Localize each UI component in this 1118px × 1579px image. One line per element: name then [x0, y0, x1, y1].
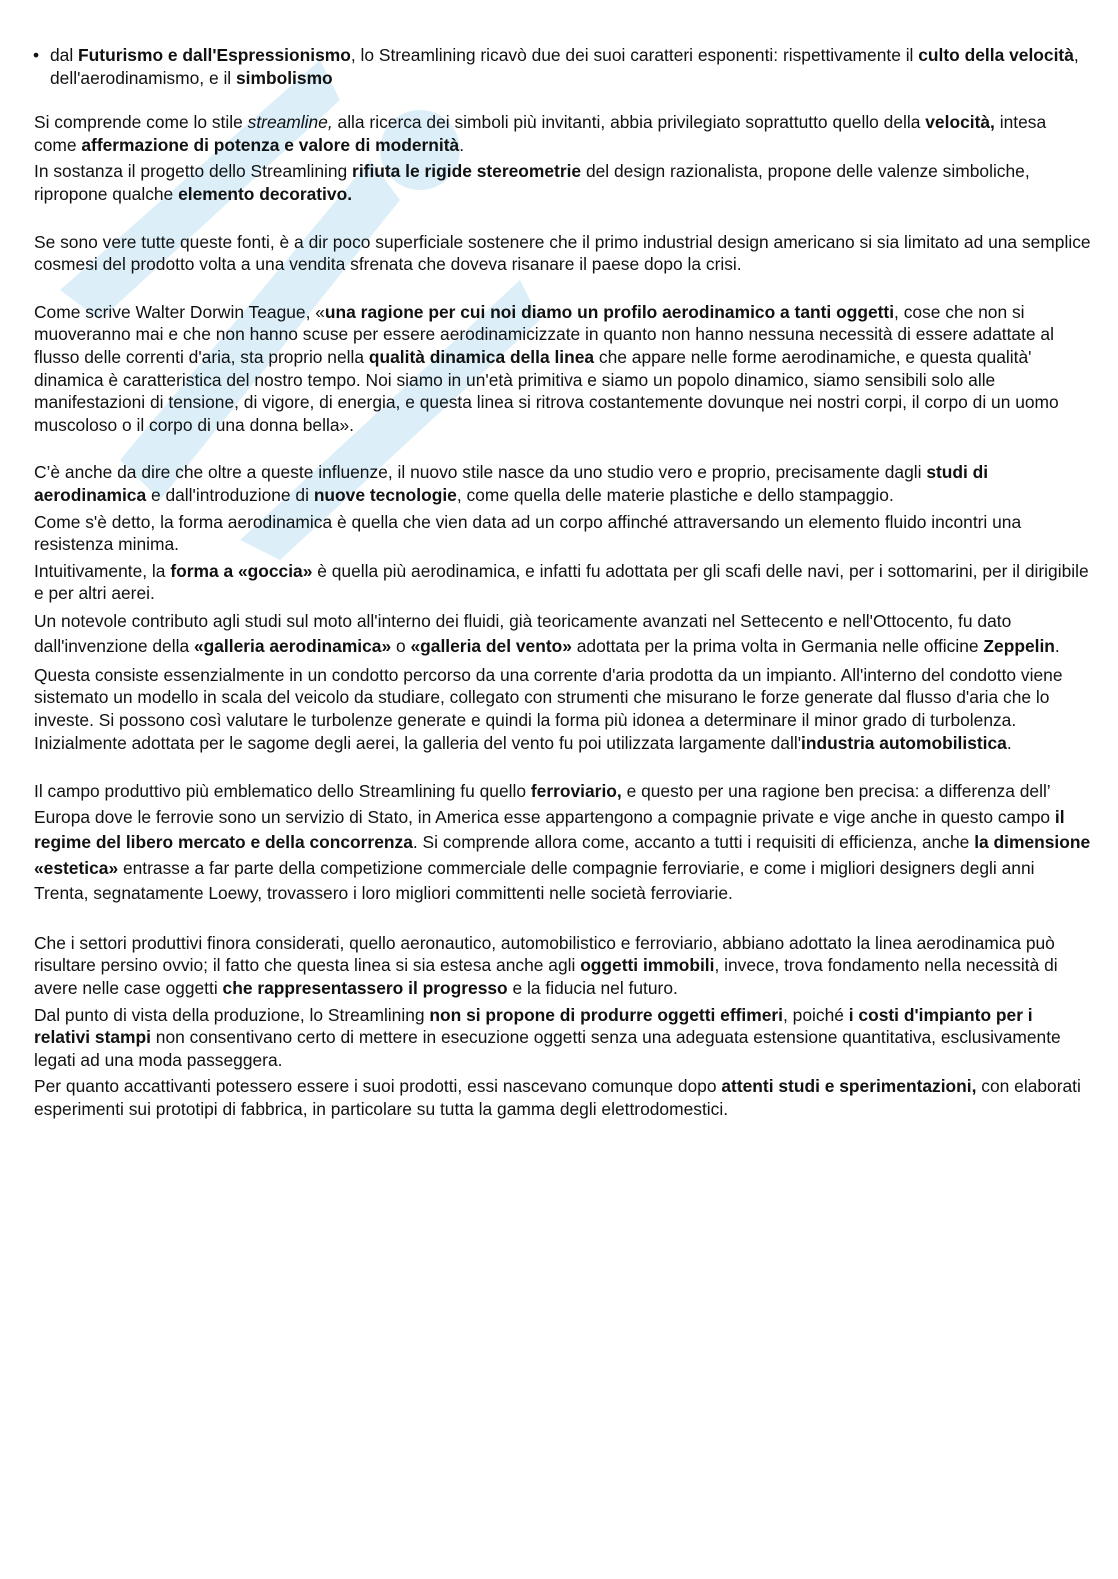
text-run: Se sono vere tutte queste fonti, è a dir poco superficiale sostenere che il primo industrial design americano si sia limitato ad una semplice cosmesi del prodotto volta a una vendita sfrenata che doveva risanare il paese dopo la crisi.: [34, 231, 1091, 275]
bold-run: attenti studi e sperimentazioni,: [721, 1076, 977, 1097]
bold-run: velocità,: [925, 112, 995, 133]
text-run: , lo Streamlining ricavò due dei suoi caratteri esponenti: rispettivamente il: [350, 45, 919, 65]
text-run: , invece, trova fondamento nella necessità di avere nelle case oggetti: [34, 955, 1058, 998]
bold-run: la dimensione «estetica»: [34, 832, 1091, 878]
bold-run: Zeppelin: [983, 636, 1055, 657]
bold-run: industria automobilistica: [801, 732, 1007, 753]
text-run: .: [1054, 636, 1060, 657]
text-run: Come scrive Walter Dorwin Teague, «: [34, 301, 325, 322]
text-run: , poiché: [783, 1004, 849, 1025]
paragraph-2: [34, 160, 1092, 205]
bold-run: qualità dinamica della linea: [368, 346, 595, 367]
bold-run: simbolismo: [236, 67, 333, 88]
text-run: Il campo produttivo più emblematico dello Streamlining fu quello: [34, 781, 531, 802]
bullet-item: [34, 44, 1092, 89]
paragraph-5: [34, 461, 1092, 506]
text-run: e dall'introduzione di: [146, 484, 314, 505]
bold-run: che rappresentassero il progresso: [222, 977, 508, 998]
paragraph-13: [34, 1075, 1092, 1120]
bold-run: una ragione per cui noi diamo un profilo aerodinamico a tanti oggetti: [324, 301, 895, 322]
bold-run: rifiuta le rigide stereometrie: [352, 161, 582, 182]
text-run: Un notevole contributo agli studi sul moto all'interno dei fluidi, già teoricamente avanzati nel Settecento e nell'Ottocento, fu dato dall'invenzione della: [34, 610, 1012, 657]
text-run: non consentivano certo di mettere in esecuzione oggetti senza una adeguata estensione quantitativa, esclusivamente legati ad una moda passeggera.: [34, 1027, 1061, 1070]
text-run: Si comprende come lo stile: [34, 112, 248, 133]
text-run: Intuitivamente, la: [34, 560, 171, 581]
paragraph-12: [34, 1004, 1092, 1072]
bold-run: nuove tecnologie: [313, 484, 457, 505]
paragraph-7: [34, 560, 1092, 605]
bold-run: i costi d'impianto per i relativi stampi: [34, 1004, 1033, 1048]
paragraph-8: [34, 609, 1092, 660]
paragraph-3: [34, 231, 1092, 276]
text-run: con elaborati esperimenti sui prototipi di fabbrica, in particolare su tutta la gamma degli elettrodomestici.: [34, 1076, 1081, 1119]
bullet-dot: •: [33, 45, 40, 65]
text-run: , cose che non si muoveranno mai e che non hanno scuse per essere aerodinamicizzate in quanto non hanno nessuna necessità di essere adattate al flusso delle correnti d'aria, sta proprio nella: [34, 301, 1054, 367]
text-run: In sostanza il progetto dello Streamlining: [34, 161, 353, 182]
paragraph-11: [34, 932, 1092, 1000]
text-run: e la fiducia nel futuro.: [507, 977, 678, 998]
paragraph-1: [34, 111, 1092, 156]
paragraph-6: [34, 511, 1092, 556]
text-run: è quella più aerodinamica, e infatti fu adottata per gli scafi delle navi, per i sottomarini, per il dirigibile e per altri aerei.: [34, 560, 1089, 604]
text-run: alla ricerca dei simboli più invitanti, abbia privilegiato soprattutto quello della: [332, 112, 926, 133]
text-run: e questo per una ragione ben precisa: a differenza dell’ Europa dove le ferrovie sono un servizio di Stato, in America esse appartengono a compagnie private e vige anche in questo campo: [34, 781, 1055, 827]
text-run: . Si comprende allora come, accanto a tutti i requisiti di efficienza, anche: [412, 832, 975, 853]
bold-run: Futurismo e dall'Espressionismo: [78, 45, 351, 65]
document-body: [34, 44, 1092, 1121]
bold-run: culto della velocità: [918, 45, 1074, 65]
text-run: Dal punto di vista della produzione, lo Streamlining: [34, 1004, 430, 1025]
bold-run: non si propone di produrre oggetti effimeri: [429, 1004, 784, 1025]
italic-run: streamline,: [247, 112, 333, 133]
text-run: Come s'è detto, la forma aerodinamica è quella che vien data ad un corpo affinché attraversando un elemento fluido incontri una resistenza minima.: [34, 511, 1022, 555]
text-run: Per quanto accattivanti potessero essere i suoi prodotti, essi nascevano comunque dopo: [34, 1076, 722, 1097]
bold-run: studi di aerodinamica: [34, 462, 989, 505]
bold-run: elemento decorativo.: [178, 183, 353, 204]
bold-run: «galleria del vento»: [410, 636, 572, 657]
paragraph-10: [34, 779, 1092, 907]
bold-run: oggetti immobili: [580, 955, 715, 976]
text-run: Che i settori produttivi finora considerati, quello aeronautico, automobilistico e ferroviario, abbiano adottato la linea aerodinamica può risultare persino ovvio; il fatto che questa linea si sia estesa anche agli: [34, 932, 1055, 976]
text-run: C’è anche da dire che oltre a queste influenze, il nuovo stile nasce da uno studio vero e proprio, precisamente dagli: [34, 462, 927, 483]
text-run: adottata per la prima volta in Germania nelle officine: [571, 636, 984, 657]
text-run: del design razionalista, propone delle valenze simboliche, ripropone qualche: [34, 161, 1030, 204]
paragraph-4: [34, 301, 1092, 437]
text-run: intesa come: [34, 112, 1047, 155]
text-run: entrasse a far parte della competizione commerciale delle compagnie ferroviarie, e come i migliori designers degli anni Trenta, segnatamente Loewy, trovassero i loro migliori committenti nelle società ferroviarie.: [34, 857, 1035, 904]
paragraph-9: [34, 664, 1092, 754]
bold-run: forma a «goccia»: [170, 560, 313, 581]
text-run: o: [391, 636, 411, 657]
bold-run: il regime del libero mercato e della concorrenza: [34, 806, 1065, 853]
bold-run: «galleria aerodinamica»: [193, 636, 392, 657]
text-run: che appare nelle forme aerodinamiche, e questa qualità' dinamica è caratteristica del nostro tempo. Noi siamo in un'età primitiva e siamo un popolo dinamico, siamo sensibili solo alle manifestazioni di tensione, di vigore, di energia, e questa linea si ritrova costantemente dovunque nei nostri corpi, il corpo di un uomo muscoloso o il corpo di una donna bella».: [34, 346, 1059, 435]
text-run: , dell'aerodinamismo, e il: [50, 45, 1079, 88]
text-run: , come quella delle materie plastiche e dello stampaggio.: [456, 484, 894, 505]
bold-run: ferroviario,: [530, 781, 622, 802]
text-run: .: [459, 134, 465, 155]
text-run: dal: [50, 45, 79, 65]
text-run: Questa consiste essenzialmente in un condotto percorso da una corrente d'aria prodotta da un impianto. All'interno del condotto viene sistemato un modello in scala del veicolo da studiare, collegato con strumenti che misurano le forze generate dal flusso d'aria che lo investe. Si possono così valutare le turbolenze generate e quindi la forma più idonea a determinare il minor grado di turbolenza. Inizialmente adottata per le sagome degli aerei, la galleria del vento fu poi utilizzata largamente dall': [34, 664, 1063, 753]
text-run: .: [1006, 732, 1012, 753]
bold-run: affermazione di potenza e valore di modernità: [81, 134, 460, 155]
